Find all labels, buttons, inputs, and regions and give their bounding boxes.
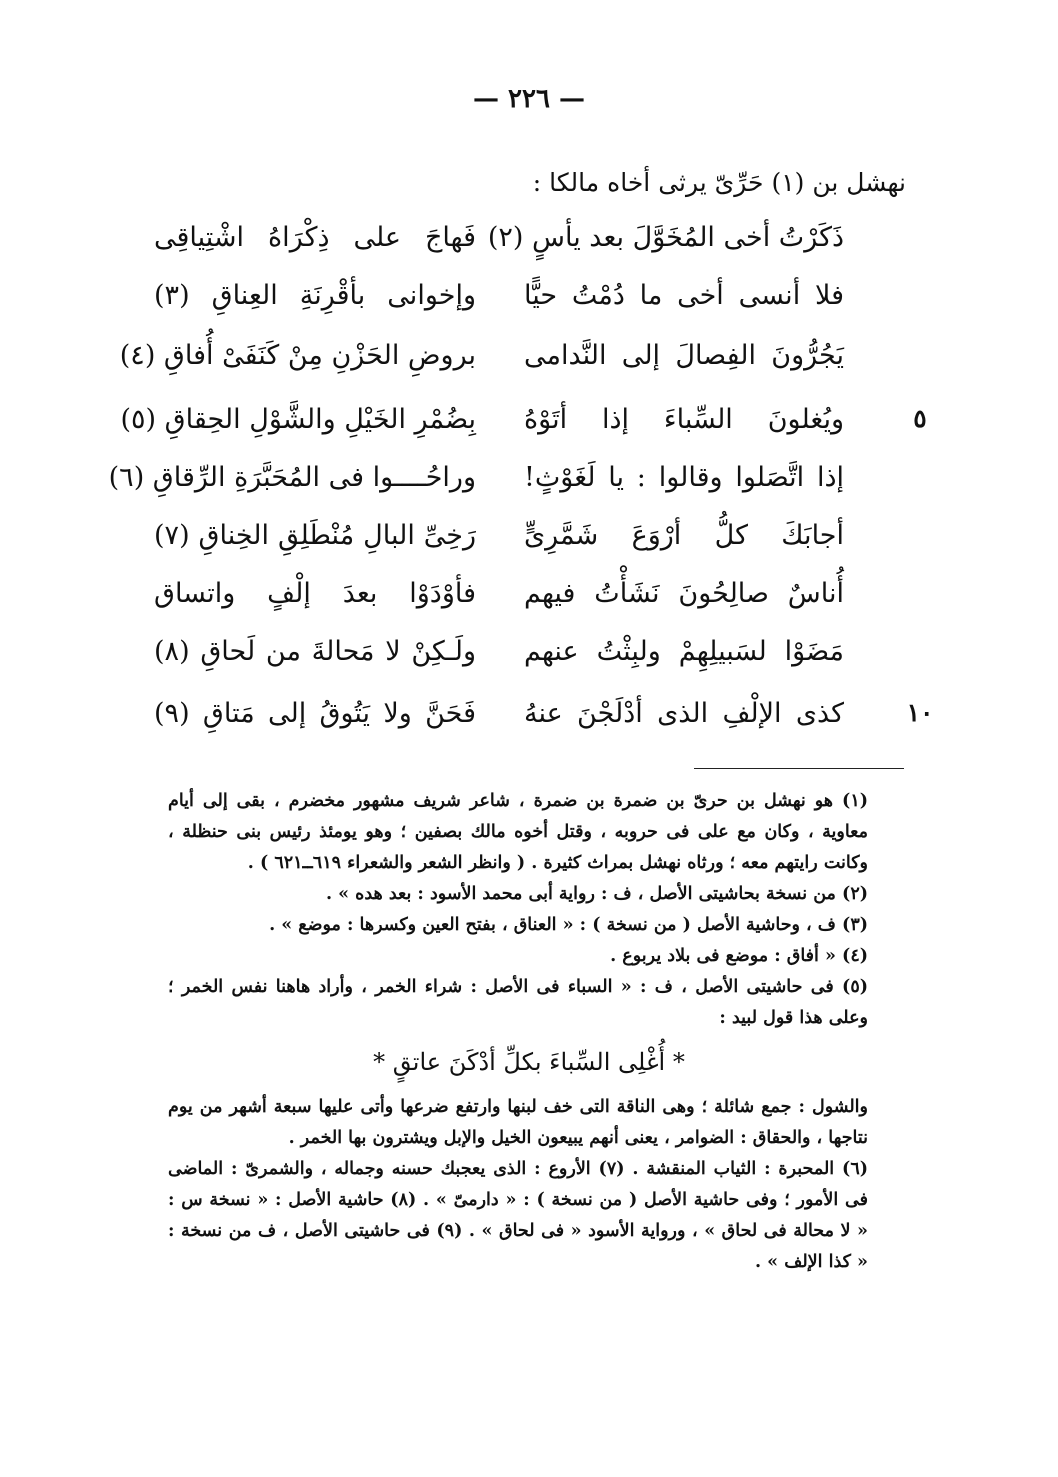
verse-line-number: ٥ [913,404,927,433]
footnote-4: (٤) « أفاق : موضع فى بلاد يربوع . [610,946,868,966]
verse-5-second-hemistich: وراحُــــوا فى المُحَبَّرَةِ الرِّقاقِ (٦) [108,462,476,493]
verse-3-first-hemistich: يَجُرُّونَ الفِصالَ إلى النَّدامى [524,340,844,371]
verse-4-first-hemistich: ويُغلونَ السِّباءَ إذا أتَوْهُ [524,404,844,435]
verse-5 [0,462,1058,520]
verse-7-first-hemistich: أُناسٌ صالِحُونَ نَشَأْتُ فيهم [524,578,844,609]
footnote-5-quoted-verse: * أُغْلِى السِّباءَ بكلِّ أدْكَنَ عاتقٍ * [373,1048,685,1076]
verse-8 [0,636,1058,694]
verse-9-first-hemistich: كذى الإلْفِ الذى أدْلَجْنَ عنهُ [524,698,844,729]
verse-9 [0,698,1058,756]
footnote-2: (٢) من نسخة بحاشيتى الأصل ، ف : رواية أبى محمد الأسود : بعد هده » . [325,884,868,904]
verse-6 [0,520,1058,578]
verse-3 [0,340,1058,398]
page-number: — ٢٢٦ — [472,84,586,114]
verse-8-second-hemistich: ولَـكِنْ لا مَحالةَ من لَحاقِ (٨) [154,636,476,667]
verse-4-second-hemistich: بِضُمْرِ الخَيْلِ والشَّوْلِ الحِقاقِ (٥) [120,404,476,435]
footnote-5-continued: والشول : جمع شائلة ؛ وهى الناقة التى خف لبنها وارتفع ضرعها وأتى عليها سبعة أشهر من يوم نتاجها ، والحقاق : الضوامر ، يعنى أنهم يبيعون الخيل والإبل ويشترون بها الخمر . [168,1097,868,1148]
verse-8-first-hemistich: مَضَوْا لسَبيلِهِمْ ولبِثْتُ عنهم [524,636,844,667]
verse-6-first-hemistich: أجابَكَ كلُّ أرْوَعَ شَمَّرِىٍّ [524,520,844,551]
footnote-3: (٣) ف ، وحاشية الأصل ( من نسخة ) : « العناق ، بفتح العين وكسرها : موضع » . [269,915,868,935]
verse-6-second-hemistich: رَخِىِّ البالِ مُنْطَلِقِ الخِناقِ (٧) [154,520,476,551]
verse-9-second-hemistich: فَحَنَّ ولا يَتُوقُ إلى مَتاقِ (٩) [154,698,476,729]
footnotes-6-to-9: (٦) المحبرة : الثياب المنقشة . (٧) الأروع : الذى يعجبك حسنه وجماله ، والشمرىّ : الماضى فى الأمور ؛ وفى حاشية الأصل ( من نسخة ) : « دارمىّ » . (٨) حاشية الأصل : « نسخة س : « لا محالة فى لحاق » ، ورواية الأسود « فى لحاق » . (٩) فى حاشيتى الأصل ، ف من نسخة : « كذا الإلف » . [168,1159,868,1272]
verse-1-first-hemistich: ذَكَرْتُ أخى المُخَوَّلَ بعد يأسٍ (٢) [487,222,844,253]
verse-1-second-hemistich: فَهاجَ على ذِكْرَاهُ اشْتِياقِى [154,222,476,253]
verse-7 [0,578,1058,636]
poem-introduction: نهشل بن (١) حَرِّىّ يرثى أخاه مالكا : [532,168,906,197]
verse-3-second-hemistich: بروضِ الحَزْنِ مِنْ كَنَفَىْ أُفاقِ (٤) [119,340,476,371]
footnote-divider [694,768,904,769]
footnote-5: (٥) فى حاشيتى الأصل ، ف : « السباء فى الأصل : شراء الخمر ، وأراد هاهنا نفس الخمر ؛ وعلى هذا قول لبيد : [168,977,868,1028]
footnote-1: (١) هو نهشل بن حرىّ بن ضمرة بن ضمرة ، شاعر شريف مشهور مخضرم ، بقى إلى أيام معاوية ، وكان مع على فى حروبه ، وقتل أخوه مالك بصفين ؛ وهو يومئذ رئيس بنى حنظلة ، وكانت رايتهم معه ؛ ورثاه نهشل بمراث كثيرة . ( وانظر الشعر والشعراء ٦١٩ــ٦٢١ ) . [168,791,868,873]
verse-2-second-hemistich: وإخوانى بأقْرِنَةِ العِناقِ (٣) [154,280,476,311]
verse-7-second-hemistich: فأوْدَوْا بعدَ إلْفٍ واتساق [154,578,476,609]
verse-2 [0,280,1058,338]
verse-2-first-hemistich: فلا أنسى أخى ما دُمْتُ حيًّا [524,280,844,311]
footnotes [168,786,890,1278]
verse-line-number: ١٠ [906,698,934,727]
verse-1 [0,222,1058,280]
verse-5-first-hemistich: إذا اتَّصَلوا وقالوا : يا لَغَوْثٍ! [524,462,844,493]
verse-4 [0,404,1058,462]
